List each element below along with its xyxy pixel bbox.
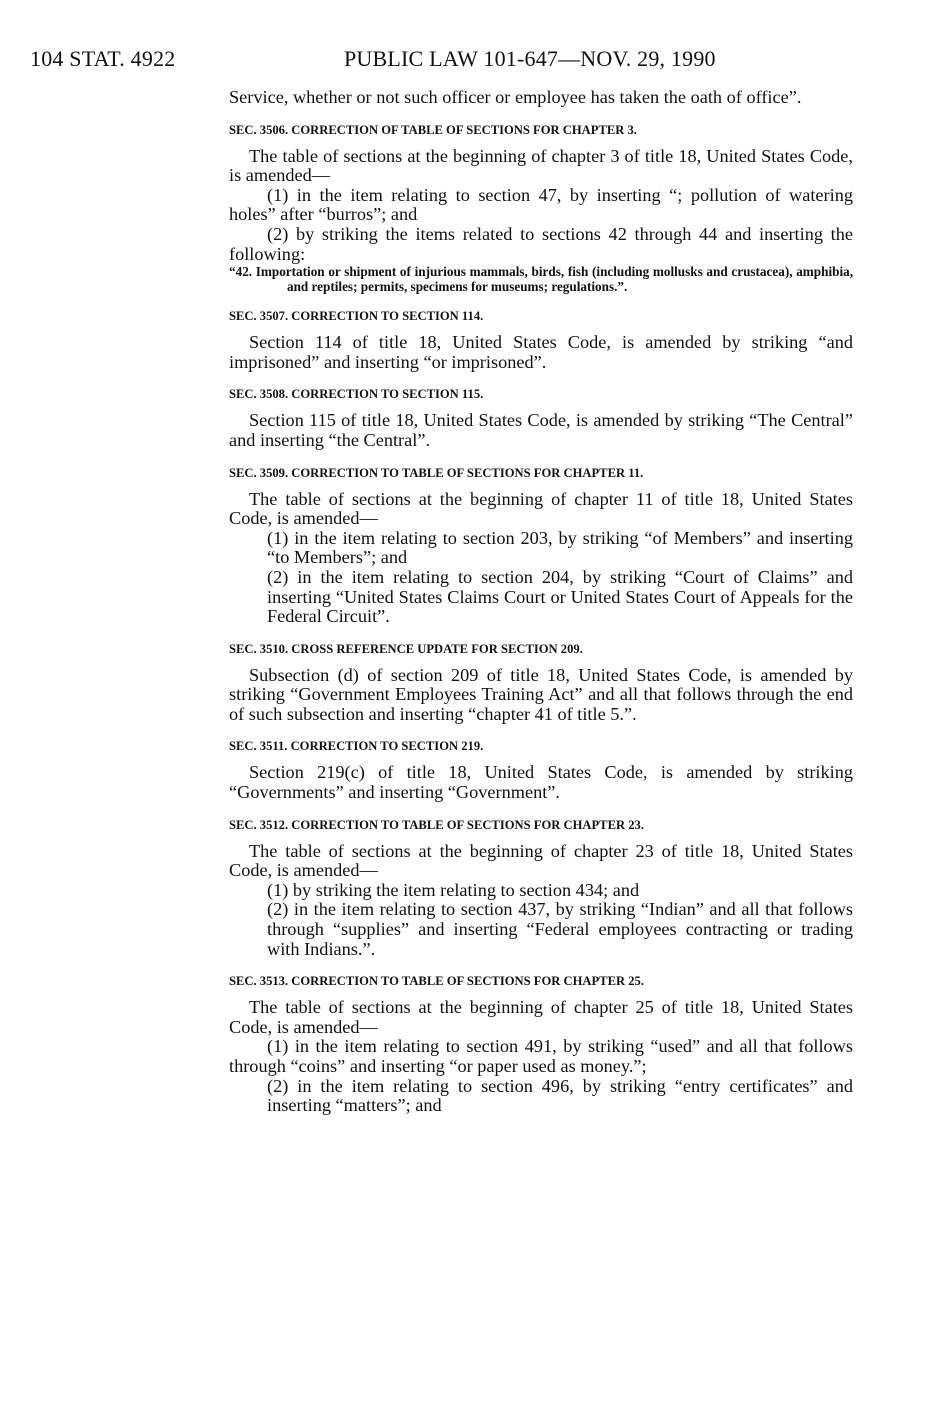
section-heading: SEC. 3513. CORRECTION TO TABLE OF SECTIONS FOR CHAPTER 25. (229, 974, 644, 989)
section-text: Section 114 of title 18, United States Code, is amended by striking “and imprisoned” and inserting “or imprisoned”. (229, 332, 853, 372)
section-heading: SEC. 3511. CORRECTION TO SECTION 219. (229, 739, 484, 754)
list-item: (1) in the item relating to section 491, by striking “used” and all that follows through “coins” and inserting “or paper used as money.”; (229, 1036, 853, 1076)
list-item: (2) by striking the items related to sections 42 through 44 and inserting the following: (229, 223, 853, 264)
list-item: (2) in the item relating to section 496, by striking “entry certificates” and inserting “matters”; and (267, 1075, 853, 1116)
running-head (30, 46, 850, 76)
section-heading: SEC. 3507. CORRECTION TO SECTION 114. (229, 309, 484, 324)
continued-text: Service, whether or not such officer or employee has taken the oath of office”. (229, 87, 802, 107)
list-item: (2) in the item relating to section 437, by striking “Indian” and all that follows through “supplies” and inserting “Federal employees contracting or trading with Indians.”. (267, 899, 853, 959)
public-law-title: PUBLIC LAW 101-647—NOV. 29, 1990 (344, 46, 716, 71)
section-text: The table of sections at the beginning of chapter 11 of title 18, United States Code, is amended— (229, 488, 853, 529)
list-item: (1) by striking the item relating to section 434; and (267, 879, 640, 900)
section-text: Section 219(c) of title 18, United States Code, is amended by striking “Governments” and inserting “Government”. (229, 762, 853, 803)
section-text: The table of sections at the beginning of chapter 25 of title 18, United States Code, is amended— (229, 997, 853, 1037)
list-item: (1) in the item relating to section 47, by inserting “; pollution of watering holes” after “burros”; and (229, 184, 853, 225)
section-heading: SEC. 3508. CORRECTION TO SECTION 115. (229, 387, 484, 402)
list-item: (2) in the item relating to section 204, by striking “Court of Claims” and inserting “United States Claims Court or United States Court of Appeals for the Federal Circuit”. (267, 566, 853, 627)
inserted-table-item: “42. Importation or shipment of injurious mammals, birds, fish (including mollusks and crustacea), amphibia, and reptiles; permits, specimens for museums; regulations.”. (229, 264, 853, 295)
section-text: Section 115 of title 18, United States Code, is amended by striking “The Central” and inserting “the Central”. (229, 410, 853, 450)
section-text: The table of sections at the beginning of chapter 3 of title 18, United States Code, is amended— (229, 145, 853, 186)
section-heading: SEC. 3510. CROSS REFERENCE UPDATE FOR SECTION 209. (229, 641, 583, 656)
document-body (229, 88, 853, 1116)
statute-page-number: 104 STAT. 4922 (30, 46, 176, 71)
section-heading: SEC. 3509. CORRECTION TO TABLE OF SECTIONS FOR CHAPTER 11. (229, 465, 644, 480)
section-text: Subsection (d) of section 209 of title 18, United States Code, is amended by striking “Government Employees Training Act” and all that follows through the end of such subsection and inserting “chapter 41 of title 5.”. (229, 664, 853, 724)
section-heading: SEC. 3506. CORRECTION OF TABLE OF SECTIONS FOR CHAPTER 3. (229, 122, 637, 137)
list-item: (1) in the item relating to section 203, by striking “of Members” and inserting “to Members”; and (267, 527, 853, 568)
section-heading: SEC. 3512. CORRECTION TO TABLE OF SECTIONS FOR CHAPTER 23. (229, 817, 644, 832)
section-text: The table of sections at the beginning of chapter 23 of title 18, United States Code, is amended— (229, 840, 853, 881)
